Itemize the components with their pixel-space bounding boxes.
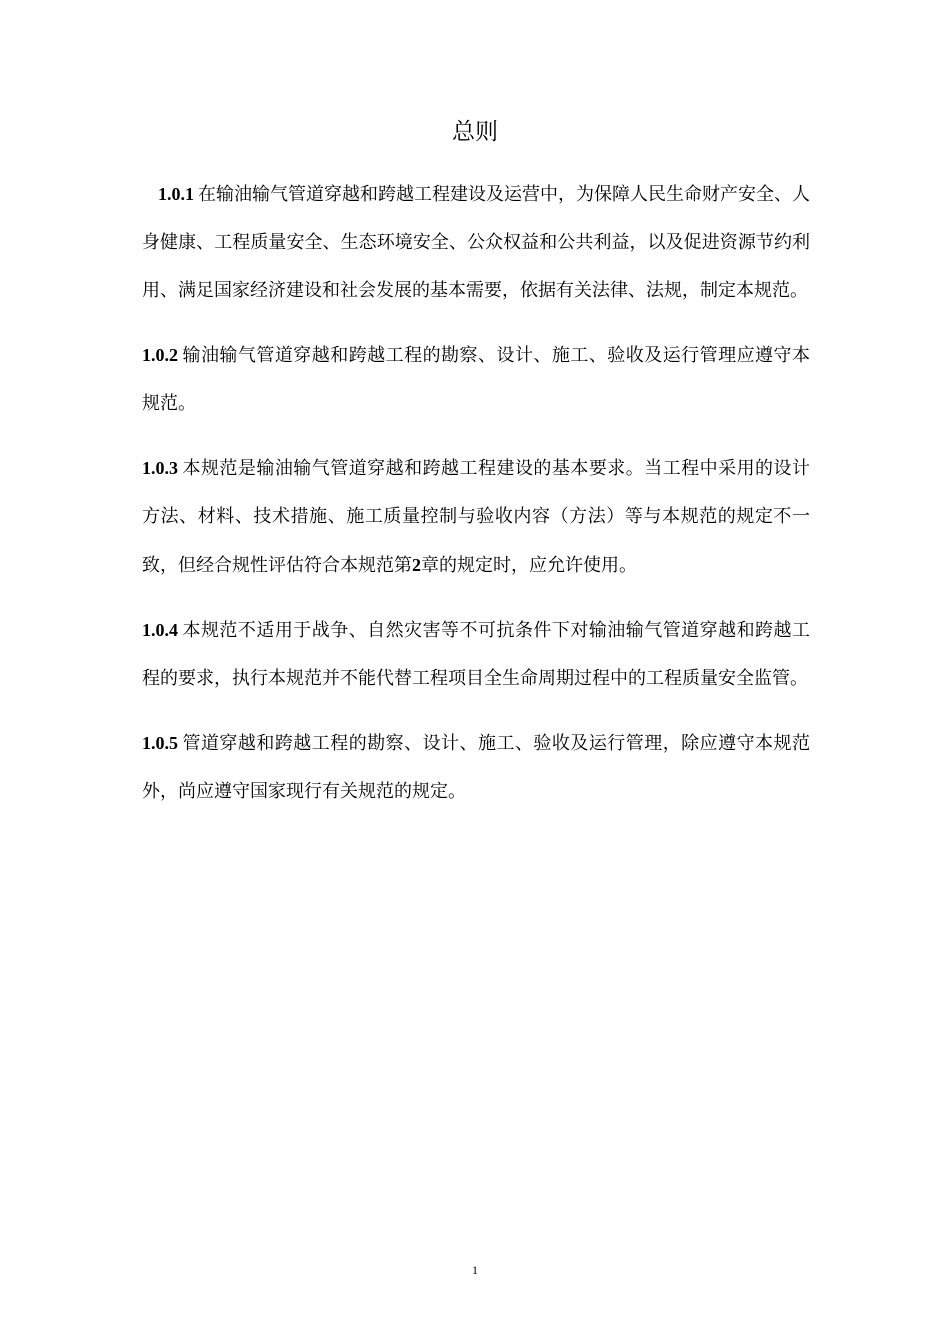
clause-text: 本规范是输油输气管道穿越和跨越工程建设的基本要求。当工程中采用的设计方法、材料、技术措施、施工质量控制与验收内容（方法）等与本规范的规定不一致，但经合规性评估符合本规范第: [142, 458, 810, 576]
clause-number: 1.0.3: [142, 458, 178, 478]
clause-text: 输油输气管道穿越和跨越工程的勘察、设计、施工、验收及运行管理应遵守本规范。: [142, 345, 810, 414]
clause-1-0-5: [142, 719, 810, 816]
clause-text-continued: 章的规定时，应允许使用。: [421, 555, 637, 576]
clause-text: 管道穿越和跨越工程的勘察、设计、施工、验收及运行管理，除应遵守本规范外，尚应遵守国家现行有关规范的规定。: [142, 733, 810, 802]
clause-1-0-2: [142, 331, 810, 428]
clause-number: 1.0.2: [142, 345, 178, 365]
clause-1-0-3: [142, 444, 810, 590]
chapter-reference: 2: [412, 555, 421, 575]
clause-1-0-1: [142, 170, 810, 315]
document-body: [142, 170, 810, 832]
clause-1-0-4: [142, 606, 810, 703]
clause-text: 本规范不适用于战争、自然灾害等不可抗条件下对输油输气管道穿越和跨越工程的要求，执行本规范并不能代替工程项目全生命周期过程中的工程质量安全监管。: [142, 620, 810, 689]
page-number: 1: [472, 1263, 478, 1277]
clause-number: 1.0.5: [142, 733, 178, 753]
clause-number: 1.0.4: [142, 620, 178, 640]
page-title: 总则: [452, 119, 498, 145]
clause-text: 在输油输气管道穿越和跨越工程建设及运营中，为保障人民生命财产安全、人身健康、工程质量安全、生态环境安全、公众权益和公共利益，以及促进资源节约利用、满足国家经济建设和社会发展的基本需要，依据有关法律、法规，制定本规范。: [142, 184, 810, 301]
clause-number: 1.0.1: [158, 184, 194, 204]
